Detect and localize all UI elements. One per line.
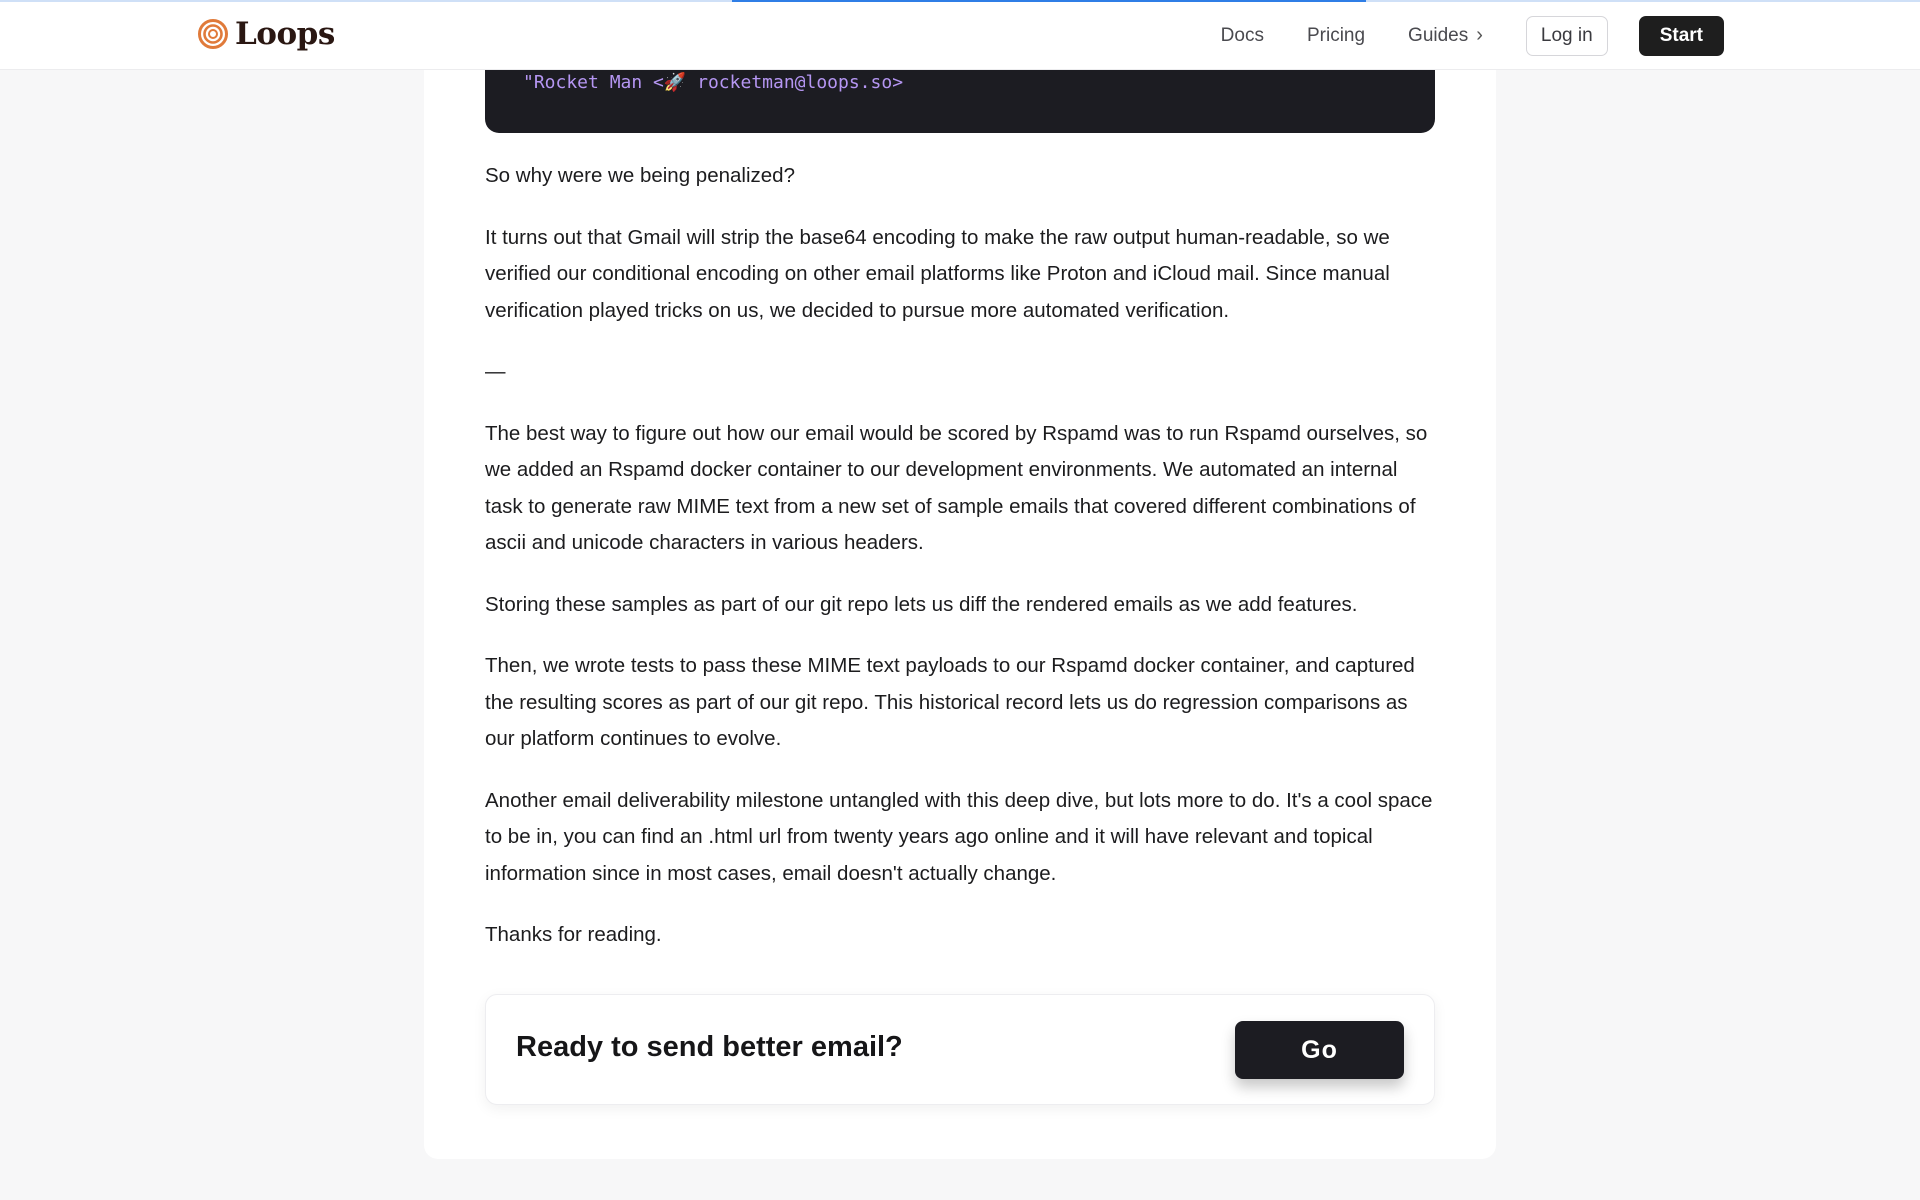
loops-logo-icon <box>197 18 229 50</box>
article-paragraph: The best way to figure out how our email would be scored by Rspamd was to run Rspamd ourselves, so we added an Rspamd docker container to our development environments. We automated an internal task to generate raw MIME text from a new set of sample emails that covered different combinations of ascii and unicode characters in various headers. <box>485 421 1428 554</box>
cta-title: Ready to send better email? <box>516 1031 903 1063</box>
login-button[interactable]: Log in <box>1526 16 1608 56</box>
article-paragraph: Storing these samples as part of our git repo lets us diff the rendered emails as we add features. <box>485 592 1358 616</box>
section-divider-dash: — <box>485 360 506 383</box>
main-nav <box>1221 15 1724 57</box>
article-paragraph: Thanks for reading. <box>485 923 662 946</box>
article-body <box>485 158 1435 979</box>
nav-guides-label: Guides <box>1408 25 1469 46</box>
nav-guides-link[interactable] <box>1408 25 1483 48</box>
nav-pricing-link[interactable]: Pricing <box>1306 25 1366 46</box>
code-line: "Rocket Man <🚀 rocketman@loops.so> <box>523 72 904 93</box>
logo-wordmark: Loops <box>235 16 335 52</box>
code-block <box>485 70 1435 133</box>
chevron-right-icon: › <box>1476 23 1483 46</box>
start-button[interactable]: Start <box>1639 16 1724 56</box>
logo-link[interactable] <box>197 16 335 52</box>
top-navbar <box>0 2 1920 70</box>
go-button[interactable]: Go <box>1235 1021 1404 1079</box>
nav-docs-link[interactable]: Docs <box>1220 25 1264 46</box>
article-paragraph: So why were we being penalized? <box>485 164 795 187</box>
article-paragraph: It turns out that Gmail will strip the base64 encoding to make the raw output human-readable, so we verified our conditional encoding on other email platforms like Proton and iCloud mail. Since manual verification played tricks on us, we decided to pursue more automated verification. <box>485 225 1390 322</box>
cta-box <box>485 994 1435 1105</box>
article-paragraph: Then, we wrote tests to pass these MIME text payloads to our Rspamd docker container, and captured the resulting scores as part of our git repo. This historical record lets us do regression comparisons as our platform continues to evolve. <box>485 654 1415 750</box>
article-paragraph: Another email deliverability milestone untangled with this deep dive, but lots more to do. It's a cool space to be in, you can find an .html url from twenty years ago online and it will have relevant and topical information since in most cases, email doesn't actually change. <box>485 788 1433 885</box>
